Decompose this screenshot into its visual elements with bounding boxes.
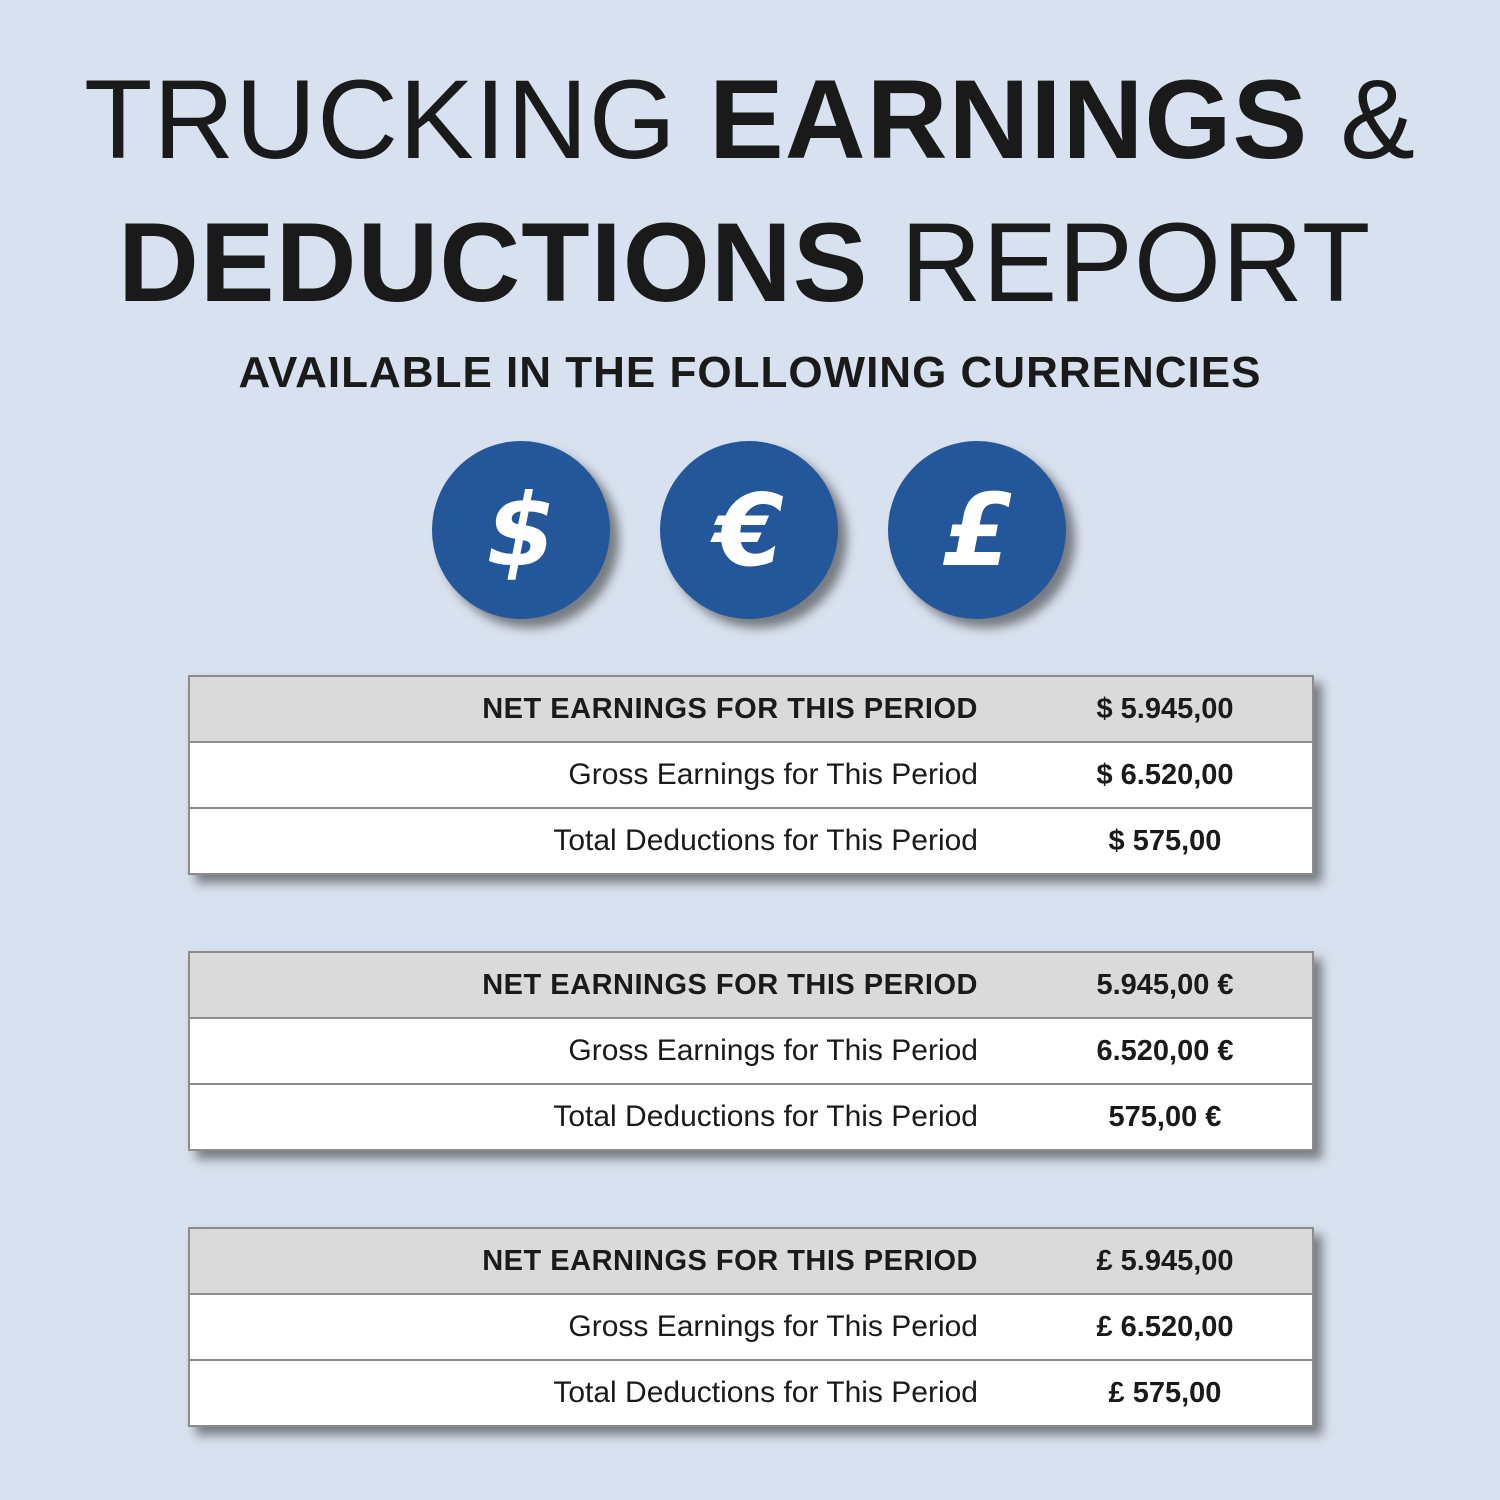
net-earnings-label: NET EARNINGS FOR THIS PERIOD (482, 968, 978, 1001)
subtitle: AVAILABLE IN THE FOLLOWING CURRENCIES (238, 348, 1262, 397)
dollar-icon: $ (432, 441, 610, 619)
pound-icon: £ (888, 441, 1066, 619)
total-deductions-row (190, 1359, 1312, 1425)
net-earnings-label: NET EARNINGS FOR THIS PERIOD (482, 1244, 978, 1277)
total-deductions-label: Total Deductions for This Period (553, 824, 978, 857)
gross-earnings-row (190, 743, 1312, 807)
title-word-earnings: EARNINGS (709, 57, 1309, 182)
gross-earnings-row (190, 1019, 1312, 1083)
gross-earnings-label: Gross Earnings for This Period (568, 758, 978, 791)
net-earnings-row (190, 953, 1312, 1019)
title-word-trucking: TRUCKING (83, 57, 677, 182)
gross-earnings-label: Gross Earnings for This Period (568, 1310, 978, 1343)
gross-earnings-value: 6.520,00 € (1096, 1034, 1234, 1067)
gross-earnings-label: Gross Earnings for This Period (568, 1034, 978, 1067)
title-line-1 (0, 55, 1500, 185)
title-word-report: REPORT (900, 200, 1372, 325)
summary-card-eur (188, 951, 1314, 1151)
gross-earnings-value: £ 6.520,00 (1096, 1310, 1234, 1343)
gross-earnings-value: $ 6.520,00 (1096, 758, 1234, 791)
net-earnings-label: NET EARNINGS FOR THIS PERIOD (482, 692, 978, 725)
net-earnings-row (190, 677, 1312, 743)
total-deductions-value: 575,00 € (1108, 1100, 1222, 1133)
total-deductions-label: Total Deductions for This Period (553, 1100, 978, 1133)
total-deductions-row (190, 1083, 1312, 1149)
gross-earnings-row (190, 1295, 1312, 1359)
net-earnings-value: £ 5.945,00 (1096, 1244, 1234, 1277)
currency-icons (0, 441, 1500, 631)
net-earnings-row (190, 1229, 1312, 1295)
title-word-deductions: DEDUCTIONS (118, 200, 869, 325)
total-deductions-value: £ 575,00 (1108, 1376, 1222, 1409)
euro-icon: € (660, 441, 838, 619)
title-line-2 (118, 198, 1371, 328)
total-deductions-label: Total Deductions for This Period (553, 1376, 978, 1409)
summary-card-gbp (188, 1227, 1314, 1427)
net-earnings-value: $ 5.945,00 (1096, 692, 1234, 725)
total-deductions-row (190, 807, 1312, 873)
total-deductions-value: $ 575,00 (1108, 824, 1222, 857)
summary-card-usd (188, 675, 1314, 875)
title-ampersand: & (1340, 57, 1416, 182)
net-earnings-value: 5.945,00 € (1096, 968, 1234, 1001)
